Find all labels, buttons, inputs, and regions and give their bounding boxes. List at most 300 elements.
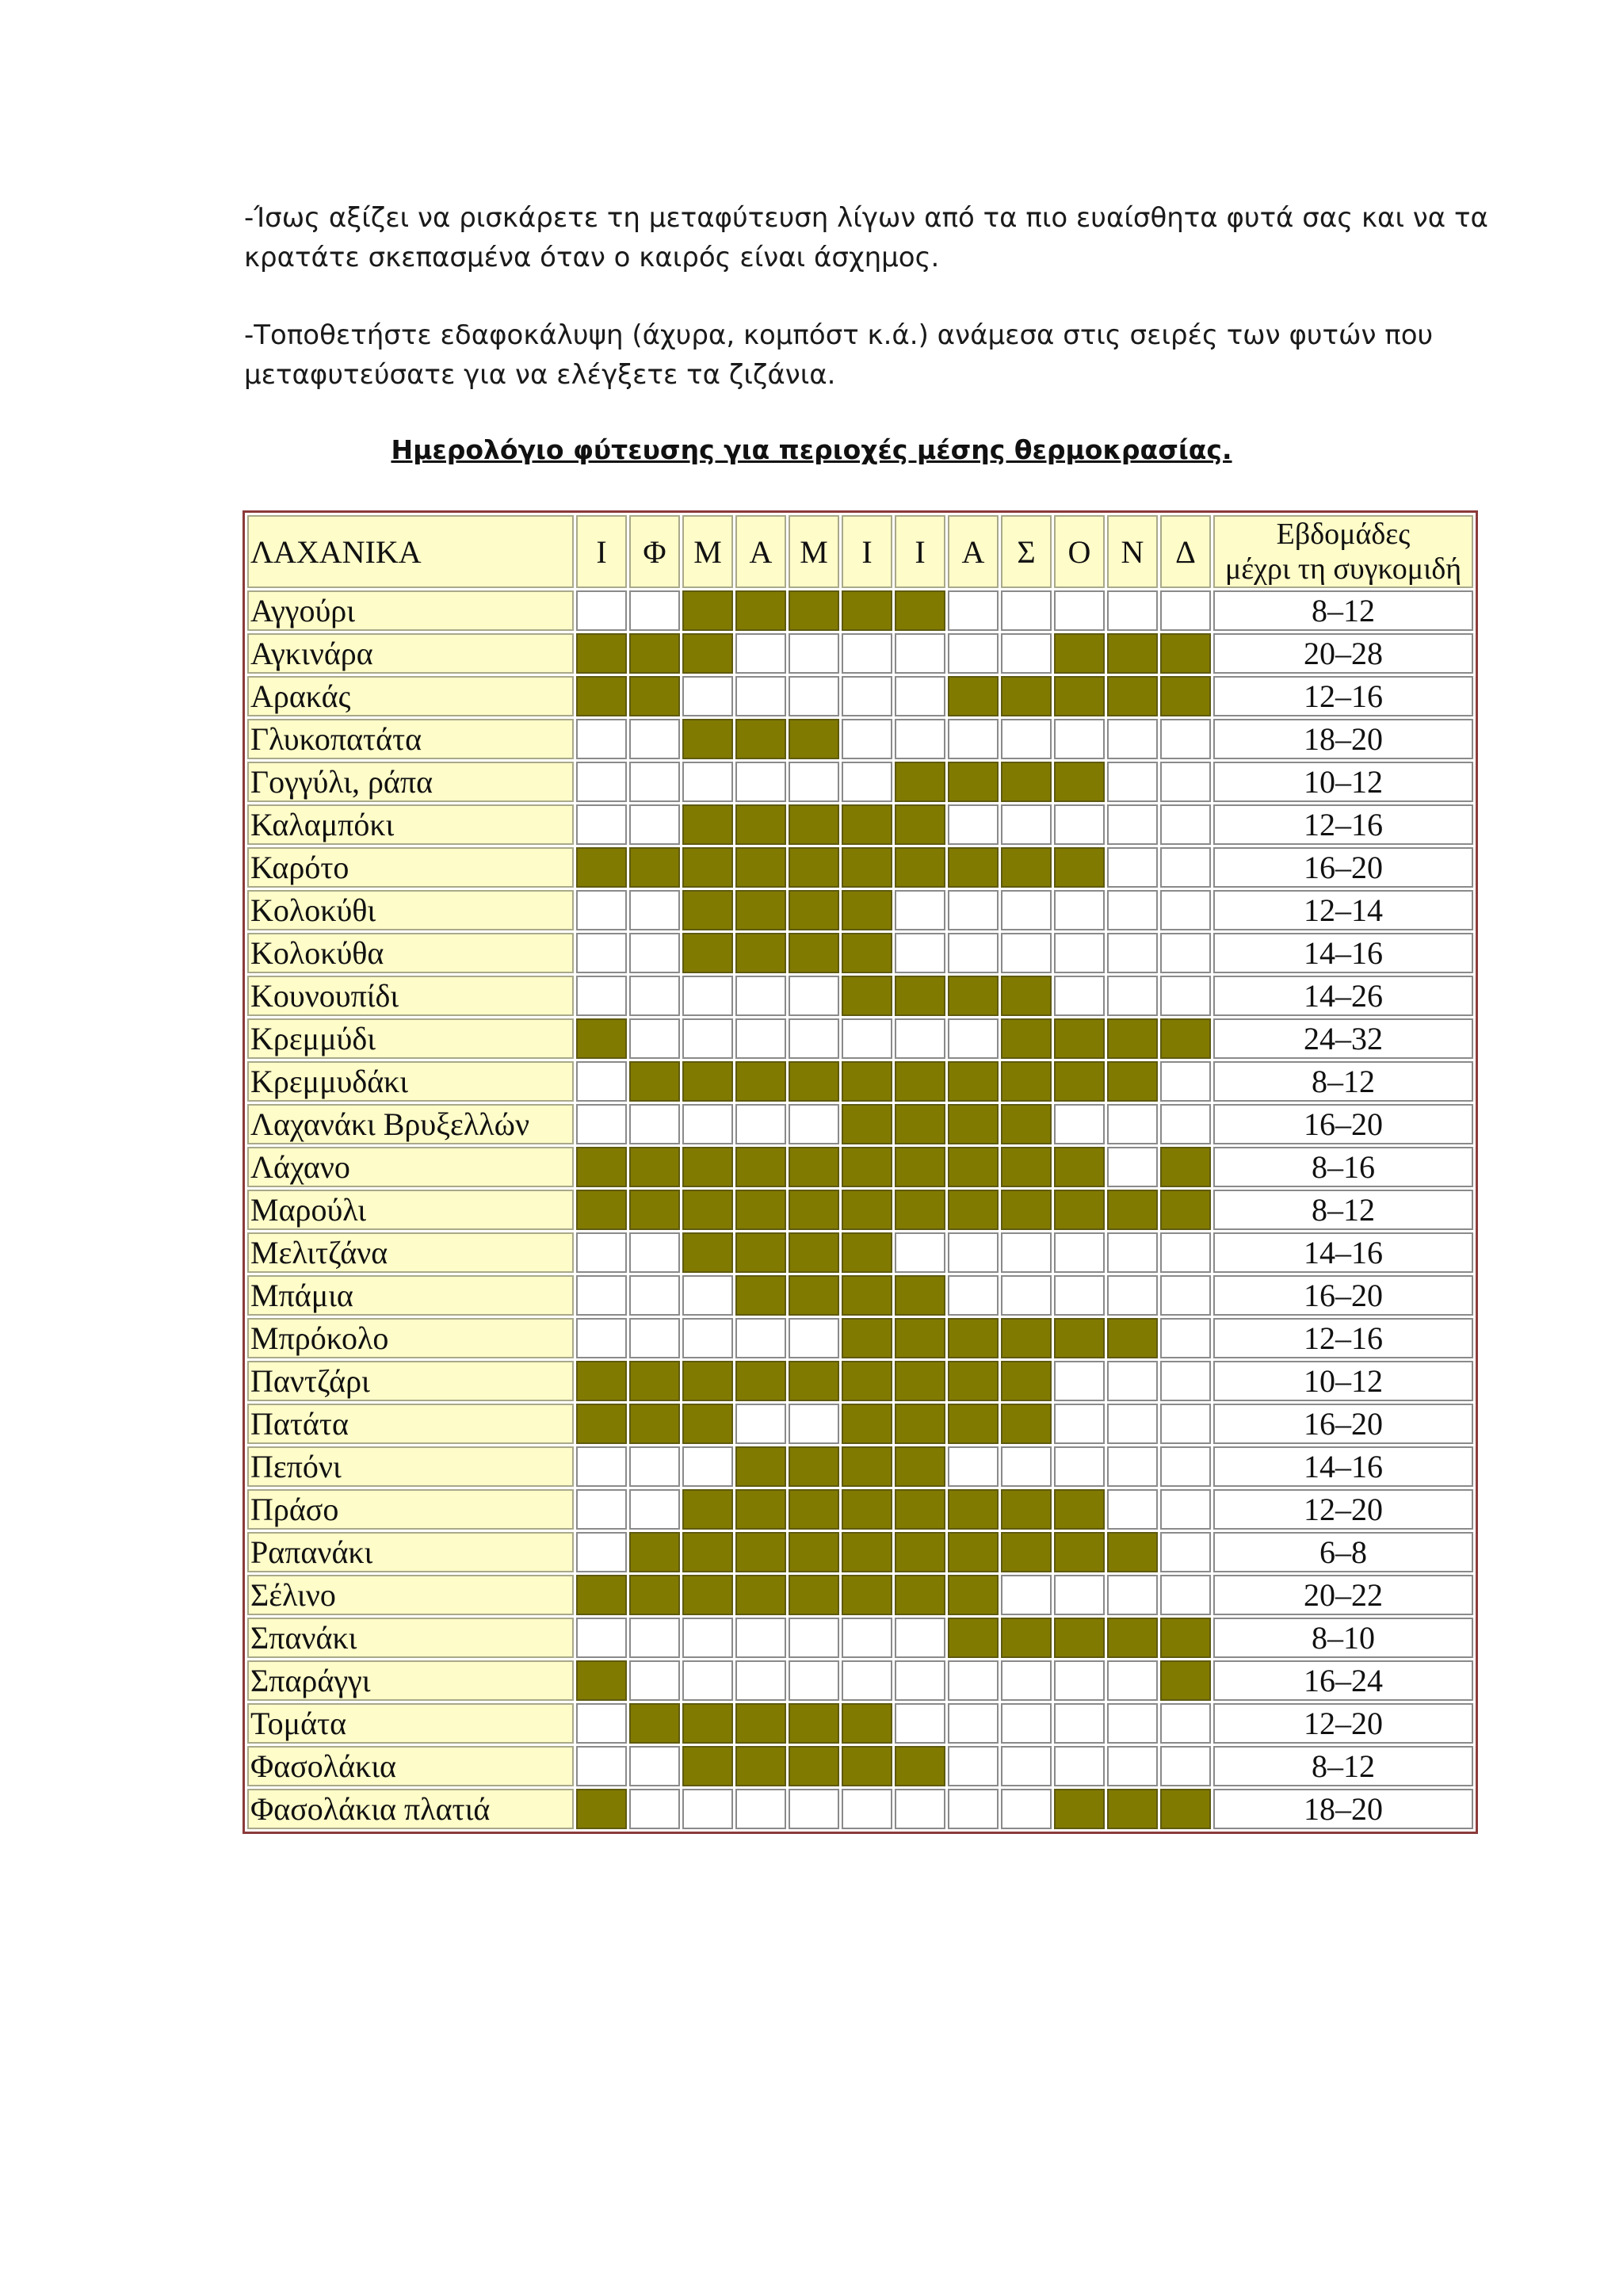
intro-paragraph-2: -Τοποθετήστε εδαφοκάλυψη (άχυρα, κομπόστ κ.ά.) ανάμεσα στις σειρές των φυτών που μεταφυτεύσατε για να ελέγξετε τα ζιζάνια. [244, 319, 1434, 391]
planting-month-cell [629, 847, 680, 888]
planting-month-cell [682, 1061, 733, 1102]
table-row [247, 1703, 1473, 1744]
vegetable-name: Φασολάκια [247, 1746, 574, 1786]
empty-month-cell [735, 762, 786, 802]
planting-month-cell [789, 1190, 839, 1230]
planting-month-cell [789, 590, 839, 631]
empty-month-cell [629, 1489, 680, 1530]
table-row [247, 1446, 1473, 1487]
planting-month-cell [576, 633, 627, 674]
empty-month-cell [789, 1404, 839, 1444]
planting-month-cell [895, 1190, 945, 1230]
empty-month-cell [1160, 847, 1211, 888]
vegetable-name: Κρεμμύδι [247, 1018, 574, 1059]
empty-month-cell [948, 719, 999, 759]
empty-month-cell [1160, 1061, 1211, 1102]
planting-month-cell [1054, 676, 1105, 716]
planting-month-cell [735, 1489, 786, 1530]
planting-month-cell [629, 1147, 680, 1187]
empty-month-cell [1054, 804, 1105, 845]
empty-month-cell [682, 1789, 733, 1829]
empty-month-cell [629, 804, 680, 845]
empty-month-cell [1054, 590, 1105, 631]
planting-month-cell [842, 1532, 892, 1572]
table-row [247, 1618, 1473, 1658]
empty-month-cell [629, 1318, 680, 1358]
planting-month-cell [948, 1061, 999, 1102]
empty-month-cell [1160, 1104, 1211, 1144]
empty-month-cell [1107, 1404, 1158, 1444]
planting-month-cell [735, 804, 786, 845]
empty-month-cell [682, 1618, 733, 1658]
empty-month-cell [1107, 1446, 1158, 1487]
planting-month-cell [1054, 847, 1105, 888]
weeks-to-harvest-value: 10–12 [1213, 762, 1473, 802]
planting-month-cell [842, 1104, 892, 1144]
empty-month-cell [842, 1660, 892, 1701]
empty-month-cell [789, 1104, 839, 1144]
empty-month-cell [789, 762, 839, 802]
empty-month-cell [842, 1018, 892, 1059]
planting-month-cell [842, 1703, 892, 1744]
planting-month-cell [735, 847, 786, 888]
empty-month-cell [1054, 1660, 1105, 1701]
weeks-to-harvest-value: 24–32 [1213, 1018, 1473, 1059]
planting-month-cell [948, 1190, 999, 1230]
planting-month-cell [895, 1575, 945, 1615]
empty-month-cell [735, 633, 786, 674]
empty-month-cell [629, 590, 680, 631]
vegetable-name: Λάχανο [247, 1147, 574, 1187]
weeks-to-harvest-value: 16–20 [1213, 1275, 1473, 1316]
planting-month-cell [789, 1361, 839, 1401]
vegetables-column-header: ΛΑΧΑΝΙΚΑ [247, 515, 574, 588]
month-header-nov: Ν [1107, 515, 1158, 588]
planting-month-cell [842, 1147, 892, 1187]
vegetable-name: Σπανάκι [247, 1618, 574, 1658]
planting-month-cell [948, 1104, 999, 1144]
planting-month-cell [1001, 1532, 1052, 1572]
planting-month-cell [948, 1147, 999, 1187]
planting-month-cell [735, 719, 786, 759]
empty-month-cell [1054, 890, 1105, 930]
planting-month-cell [629, 1575, 680, 1615]
empty-month-cell [895, 933, 945, 973]
empty-month-cell [682, 976, 733, 1016]
planting-month-cell [895, 1489, 945, 1530]
empty-month-cell [1054, 976, 1105, 1016]
empty-month-cell [1001, 1275, 1052, 1316]
planting-month-cell [789, 1746, 839, 1786]
empty-month-cell [1160, 1446, 1211, 1487]
empty-month-cell [1107, 1489, 1158, 1530]
vegetable-name: Αγκινάρα [247, 633, 574, 674]
month-header-apr: Α [735, 515, 786, 588]
vegetable-name: Φασολάκια πλατιά [247, 1789, 574, 1829]
planting-month-cell [629, 1532, 680, 1572]
planting-month-cell [842, 847, 892, 888]
empty-month-cell [629, 1746, 680, 1786]
table-row [247, 1104, 1473, 1144]
empty-month-cell [735, 1018, 786, 1059]
empty-month-cell [789, 633, 839, 674]
planting-month-cell [842, 1275, 892, 1316]
vegetable-name: Πράσο [247, 1489, 574, 1530]
empty-month-cell [576, 1061, 627, 1102]
empty-month-cell [735, 676, 786, 716]
empty-month-cell [735, 1404, 786, 1444]
planting-month-cell [682, 1361, 733, 1401]
planting-month-cell [842, 1446, 892, 1487]
table-row [247, 1746, 1473, 1786]
planting-month-cell [1001, 1318, 1052, 1358]
table-row [247, 719, 1473, 759]
planting-month-cell [1107, 1318, 1158, 1358]
empty-month-cell [1054, 1275, 1105, 1316]
planting-month-cell [789, 1532, 839, 1572]
weeks-to-harvest-value: 14–16 [1213, 1446, 1473, 1487]
empty-month-cell [1160, 1361, 1211, 1401]
planting-month-cell [895, 976, 945, 1016]
planting-month-cell [895, 1104, 945, 1144]
planting-month-cell [682, 590, 733, 631]
vegetable-name: Κουνουπίδι [247, 976, 574, 1016]
vegetable-name: Γογγύλι, ράπα [247, 762, 574, 802]
planting-month-cell [789, 1489, 839, 1530]
planting-month-cell [789, 1061, 839, 1102]
planting-month-cell [735, 890, 786, 930]
planting-month-cell [735, 1575, 786, 1615]
planting-month-cell [576, 1190, 627, 1230]
empty-month-cell [682, 1018, 733, 1059]
table-row [247, 1147, 1473, 1187]
empty-month-cell [1160, 762, 1211, 802]
planting-month-cell [735, 1232, 786, 1273]
empty-month-cell [1107, 847, 1158, 888]
table-header-row [247, 515, 1473, 588]
vegetable-name: Καλαμπόκι [247, 804, 574, 845]
planting-month-cell [1160, 1190, 1211, 1230]
table-row [247, 1489, 1473, 1530]
month-header-mar: Μ [682, 515, 733, 588]
empty-month-cell [629, 719, 680, 759]
empty-month-cell [1107, 1361, 1158, 1401]
empty-month-cell [1001, 890, 1052, 930]
planting-month-cell [1107, 1018, 1158, 1059]
month-header-jun: Ι [842, 515, 892, 588]
empty-month-cell [1107, 1660, 1158, 1701]
empty-month-cell [948, 590, 999, 631]
empty-month-cell [895, 890, 945, 930]
empty-month-cell [576, 1446, 627, 1487]
planting-month-cell [735, 1446, 786, 1487]
planting-month-cell [682, 1404, 733, 1444]
vegetable-name: Κολοκύθα [247, 933, 574, 973]
planting-month-cell [789, 933, 839, 973]
table-row [247, 933, 1473, 973]
planting-month-cell [789, 719, 839, 759]
empty-month-cell [735, 1618, 786, 1658]
empty-month-cell [948, 890, 999, 930]
table-row [247, 1404, 1473, 1444]
planting-month-cell [1054, 1018, 1105, 1059]
calendar-title: Ημερολόγιο φύτευσης για περιοχές μέσης θερμοκρασίας. [391, 434, 1232, 465]
empty-month-cell [1160, 590, 1211, 631]
empty-month-cell [576, 1489, 627, 1530]
empty-month-cell [1054, 1746, 1105, 1786]
empty-month-cell [1054, 1575, 1105, 1615]
empty-month-cell [1160, 1746, 1211, 1786]
intro-paragraph-1: -Ίσως αξίζει να ρισκάρετε τη μεταφύτευση λίγων από τα πιο ευαίσθητα φυτά σας και να τα κρατάτε σκεπασμένα όταν ο καιρός είναι άσχημος. [244, 202, 1488, 273]
weeks-to-harvest-value: 16–20 [1213, 847, 1473, 888]
empty-month-cell [1001, 804, 1052, 845]
empty-month-cell [1160, 1703, 1211, 1744]
planting-month-cell [735, 933, 786, 973]
planting-month-cell [682, 1232, 733, 1273]
empty-month-cell [1107, 804, 1158, 845]
planting-month-cell [1001, 1018, 1052, 1059]
planting-month-cell [948, 1532, 999, 1572]
empty-month-cell [1001, 590, 1052, 631]
planting-month-cell [735, 1275, 786, 1316]
empty-month-cell [948, 633, 999, 674]
planting-month-cell [789, 1147, 839, 1187]
empty-month-cell [735, 1104, 786, 1144]
empty-month-cell [735, 1660, 786, 1701]
empty-month-cell [1160, 1575, 1211, 1615]
table-row [247, 804, 1473, 845]
weeks-to-harvest-value: 16–20 [1213, 1404, 1473, 1444]
empty-month-cell [629, 1232, 680, 1273]
vegetable-name: Πεπόνι [247, 1446, 574, 1487]
weeks-to-harvest-value: 8–12 [1213, 590, 1473, 631]
planting-month-cell [682, 1746, 733, 1786]
weeks-to-harvest-value: 14–26 [1213, 976, 1473, 1016]
empty-month-cell [789, 676, 839, 716]
weeks-header-line-2: μέχρι τη συγκομιδή [1224, 552, 1462, 586]
planting-month-cell [1001, 1104, 1052, 1144]
planting-month-cell [576, 1404, 627, 1444]
empty-month-cell [842, 762, 892, 802]
planting-month-cell [1001, 1489, 1052, 1530]
vegetable-name: Καρότο [247, 847, 574, 888]
weeks-to-harvest-value: 16–24 [1213, 1660, 1473, 1701]
planting-month-cell [1107, 676, 1158, 716]
empty-month-cell [789, 1318, 839, 1358]
planting-month-cell [682, 890, 733, 930]
empty-month-cell [1160, 1275, 1211, 1316]
empty-month-cell [842, 676, 892, 716]
empty-month-cell [629, 762, 680, 802]
empty-month-cell [629, 1275, 680, 1316]
empty-month-cell [895, 1703, 945, 1744]
planting-month-cell [629, 676, 680, 716]
planting-month-cell [1160, 1660, 1211, 1701]
planting-month-cell [1054, 1190, 1105, 1230]
weeks-to-harvest-value: 6–8 [1213, 1532, 1473, 1572]
planting-month-cell [682, 933, 733, 973]
month-header-jul: Ι [895, 515, 945, 588]
table-body [247, 590, 1473, 1829]
empty-month-cell [1160, 890, 1211, 930]
planting-month-cell [895, 847, 945, 888]
empty-month-cell [629, 1789, 680, 1829]
empty-month-cell [629, 976, 680, 1016]
planting-month-cell [842, 1746, 892, 1786]
planting-month-cell [842, 933, 892, 973]
vegetable-name: Αρακάς [247, 676, 574, 716]
planting-month-cell [895, 762, 945, 802]
planting-month-cell [1160, 633, 1211, 674]
planting-month-cell [682, 1532, 733, 1572]
empty-month-cell [1054, 1232, 1105, 1273]
empty-month-cell [895, 633, 945, 674]
planting-month-cell [789, 1703, 839, 1744]
empty-month-cell [576, 933, 627, 973]
weeks-to-harvest-value: 16–20 [1213, 1104, 1473, 1144]
empty-month-cell [948, 1232, 999, 1273]
vegetable-name: Πατάτα [247, 1404, 574, 1444]
planting-month-cell [895, 1275, 945, 1316]
planting-month-cell [1054, 1789, 1105, 1829]
weeks-to-harvest-value: 8–12 [1213, 1061, 1473, 1102]
empty-month-cell [1160, 933, 1211, 973]
planting-month-cell [576, 847, 627, 888]
weeks-to-harvest-value: 18–20 [1213, 1789, 1473, 1829]
empty-month-cell [576, 1275, 627, 1316]
vegetable-name: Ραπανάκι [247, 1532, 574, 1572]
planting-month-cell [1160, 1147, 1211, 1187]
weeks-to-harvest-value: 12–16 [1213, 676, 1473, 716]
empty-month-cell [1001, 1575, 1052, 1615]
empty-month-cell [1054, 1104, 1105, 1144]
planting-month-cell [629, 1361, 680, 1401]
planting-month-cell [682, 847, 733, 888]
planting-month-cell [682, 1703, 733, 1744]
vegetable-name: Κολοκύθι [247, 890, 574, 930]
planting-month-cell [948, 1575, 999, 1615]
table-row [247, 890, 1473, 930]
planting-month-cell [1001, 1190, 1052, 1230]
planting-month-cell [1001, 1618, 1052, 1658]
planting-month-cell [948, 976, 999, 1016]
planting-month-cell [1001, 976, 1052, 1016]
empty-month-cell [576, 719, 627, 759]
planting-month-cell [1054, 633, 1105, 674]
table-row [247, 1361, 1473, 1401]
planting-month-cell [1001, 676, 1052, 716]
weeks-to-harvest-value: 12–20 [1213, 1703, 1473, 1744]
empty-month-cell [1107, 1275, 1158, 1316]
planting-month-cell [682, 719, 733, 759]
table-row [247, 590, 1473, 631]
vegetable-name: Παντζάρι [247, 1361, 574, 1401]
empty-month-cell [682, 1275, 733, 1316]
empty-month-cell [576, 1618, 627, 1658]
table-row [247, 1275, 1473, 1316]
planting-month-cell [735, 1147, 786, 1187]
empty-month-cell [576, 1232, 627, 1273]
table-row [247, 633, 1473, 674]
planting-month-cell [789, 1232, 839, 1273]
empty-month-cell [1054, 1361, 1105, 1401]
empty-month-cell [1054, 1446, 1105, 1487]
planting-month-cell [948, 1489, 999, 1530]
planting-month-cell [842, 1489, 892, 1530]
empty-month-cell [789, 1789, 839, 1829]
empty-month-cell [576, 1532, 627, 1572]
empty-month-cell [948, 1703, 999, 1744]
weeks-to-harvest-value: 14–16 [1213, 933, 1473, 973]
planting-month-cell [629, 1061, 680, 1102]
empty-month-cell [895, 1789, 945, 1829]
planting-month-cell [842, 1361, 892, 1401]
empty-month-cell [682, 1104, 733, 1144]
planting-month-cell [1107, 1190, 1158, 1230]
planting-month-cell [895, 590, 945, 631]
empty-month-cell [948, 1275, 999, 1316]
planting-month-cell [1054, 1147, 1105, 1187]
planting-month-cell [789, 804, 839, 845]
planting-calendar-table [242, 510, 1478, 1834]
empty-month-cell [1107, 1147, 1158, 1187]
planting-month-cell [682, 1489, 733, 1530]
empty-month-cell [629, 933, 680, 973]
empty-month-cell [948, 1446, 999, 1487]
planting-month-cell [629, 1190, 680, 1230]
empty-month-cell [789, 1018, 839, 1059]
table-row [247, 1575, 1473, 1615]
empty-month-cell [1054, 1404, 1105, 1444]
empty-month-cell [842, 1618, 892, 1658]
vegetable-name: Μελιτζάνα [247, 1232, 574, 1273]
empty-month-cell [895, 719, 945, 759]
weeks-to-harvest-value: 12–16 [1213, 1318, 1473, 1358]
table-row [247, 1232, 1473, 1273]
planting-month-cell [576, 676, 627, 716]
planting-month-cell [948, 1318, 999, 1358]
planting-month-cell [1001, 1147, 1052, 1187]
empty-month-cell [1107, 933, 1158, 973]
empty-month-cell [1160, 1404, 1211, 1444]
planting-month-cell [735, 1061, 786, 1102]
planting-month-cell [842, 1318, 892, 1358]
weeks-to-harvest-value: 8–12 [1213, 1190, 1473, 1230]
empty-month-cell [1107, 590, 1158, 631]
weeks-to-harvest-value: 20–22 [1213, 1575, 1473, 1615]
planting-month-cell [842, 1190, 892, 1230]
empty-month-cell [842, 719, 892, 759]
planting-month-cell [895, 1532, 945, 1572]
month-header-dec: Δ [1160, 515, 1211, 588]
empty-month-cell [948, 804, 999, 845]
planting-month-cell [1001, 1361, 1052, 1401]
planting-month-cell [735, 1746, 786, 1786]
empty-month-cell [576, 976, 627, 1016]
empty-month-cell [1001, 1232, 1052, 1273]
month-header-aug: Α [948, 515, 999, 588]
empty-month-cell [576, 1746, 627, 1786]
empty-month-cell [682, 762, 733, 802]
empty-month-cell [789, 1618, 839, 1658]
table-row [247, 676, 1473, 716]
empty-month-cell [789, 1660, 839, 1701]
empty-month-cell [1001, 1746, 1052, 1786]
empty-month-cell [948, 933, 999, 973]
weeks-to-harvest-value: 12–16 [1213, 804, 1473, 845]
empty-month-cell [1001, 1703, 1052, 1744]
vegetable-name: Μπάμια [247, 1275, 574, 1316]
